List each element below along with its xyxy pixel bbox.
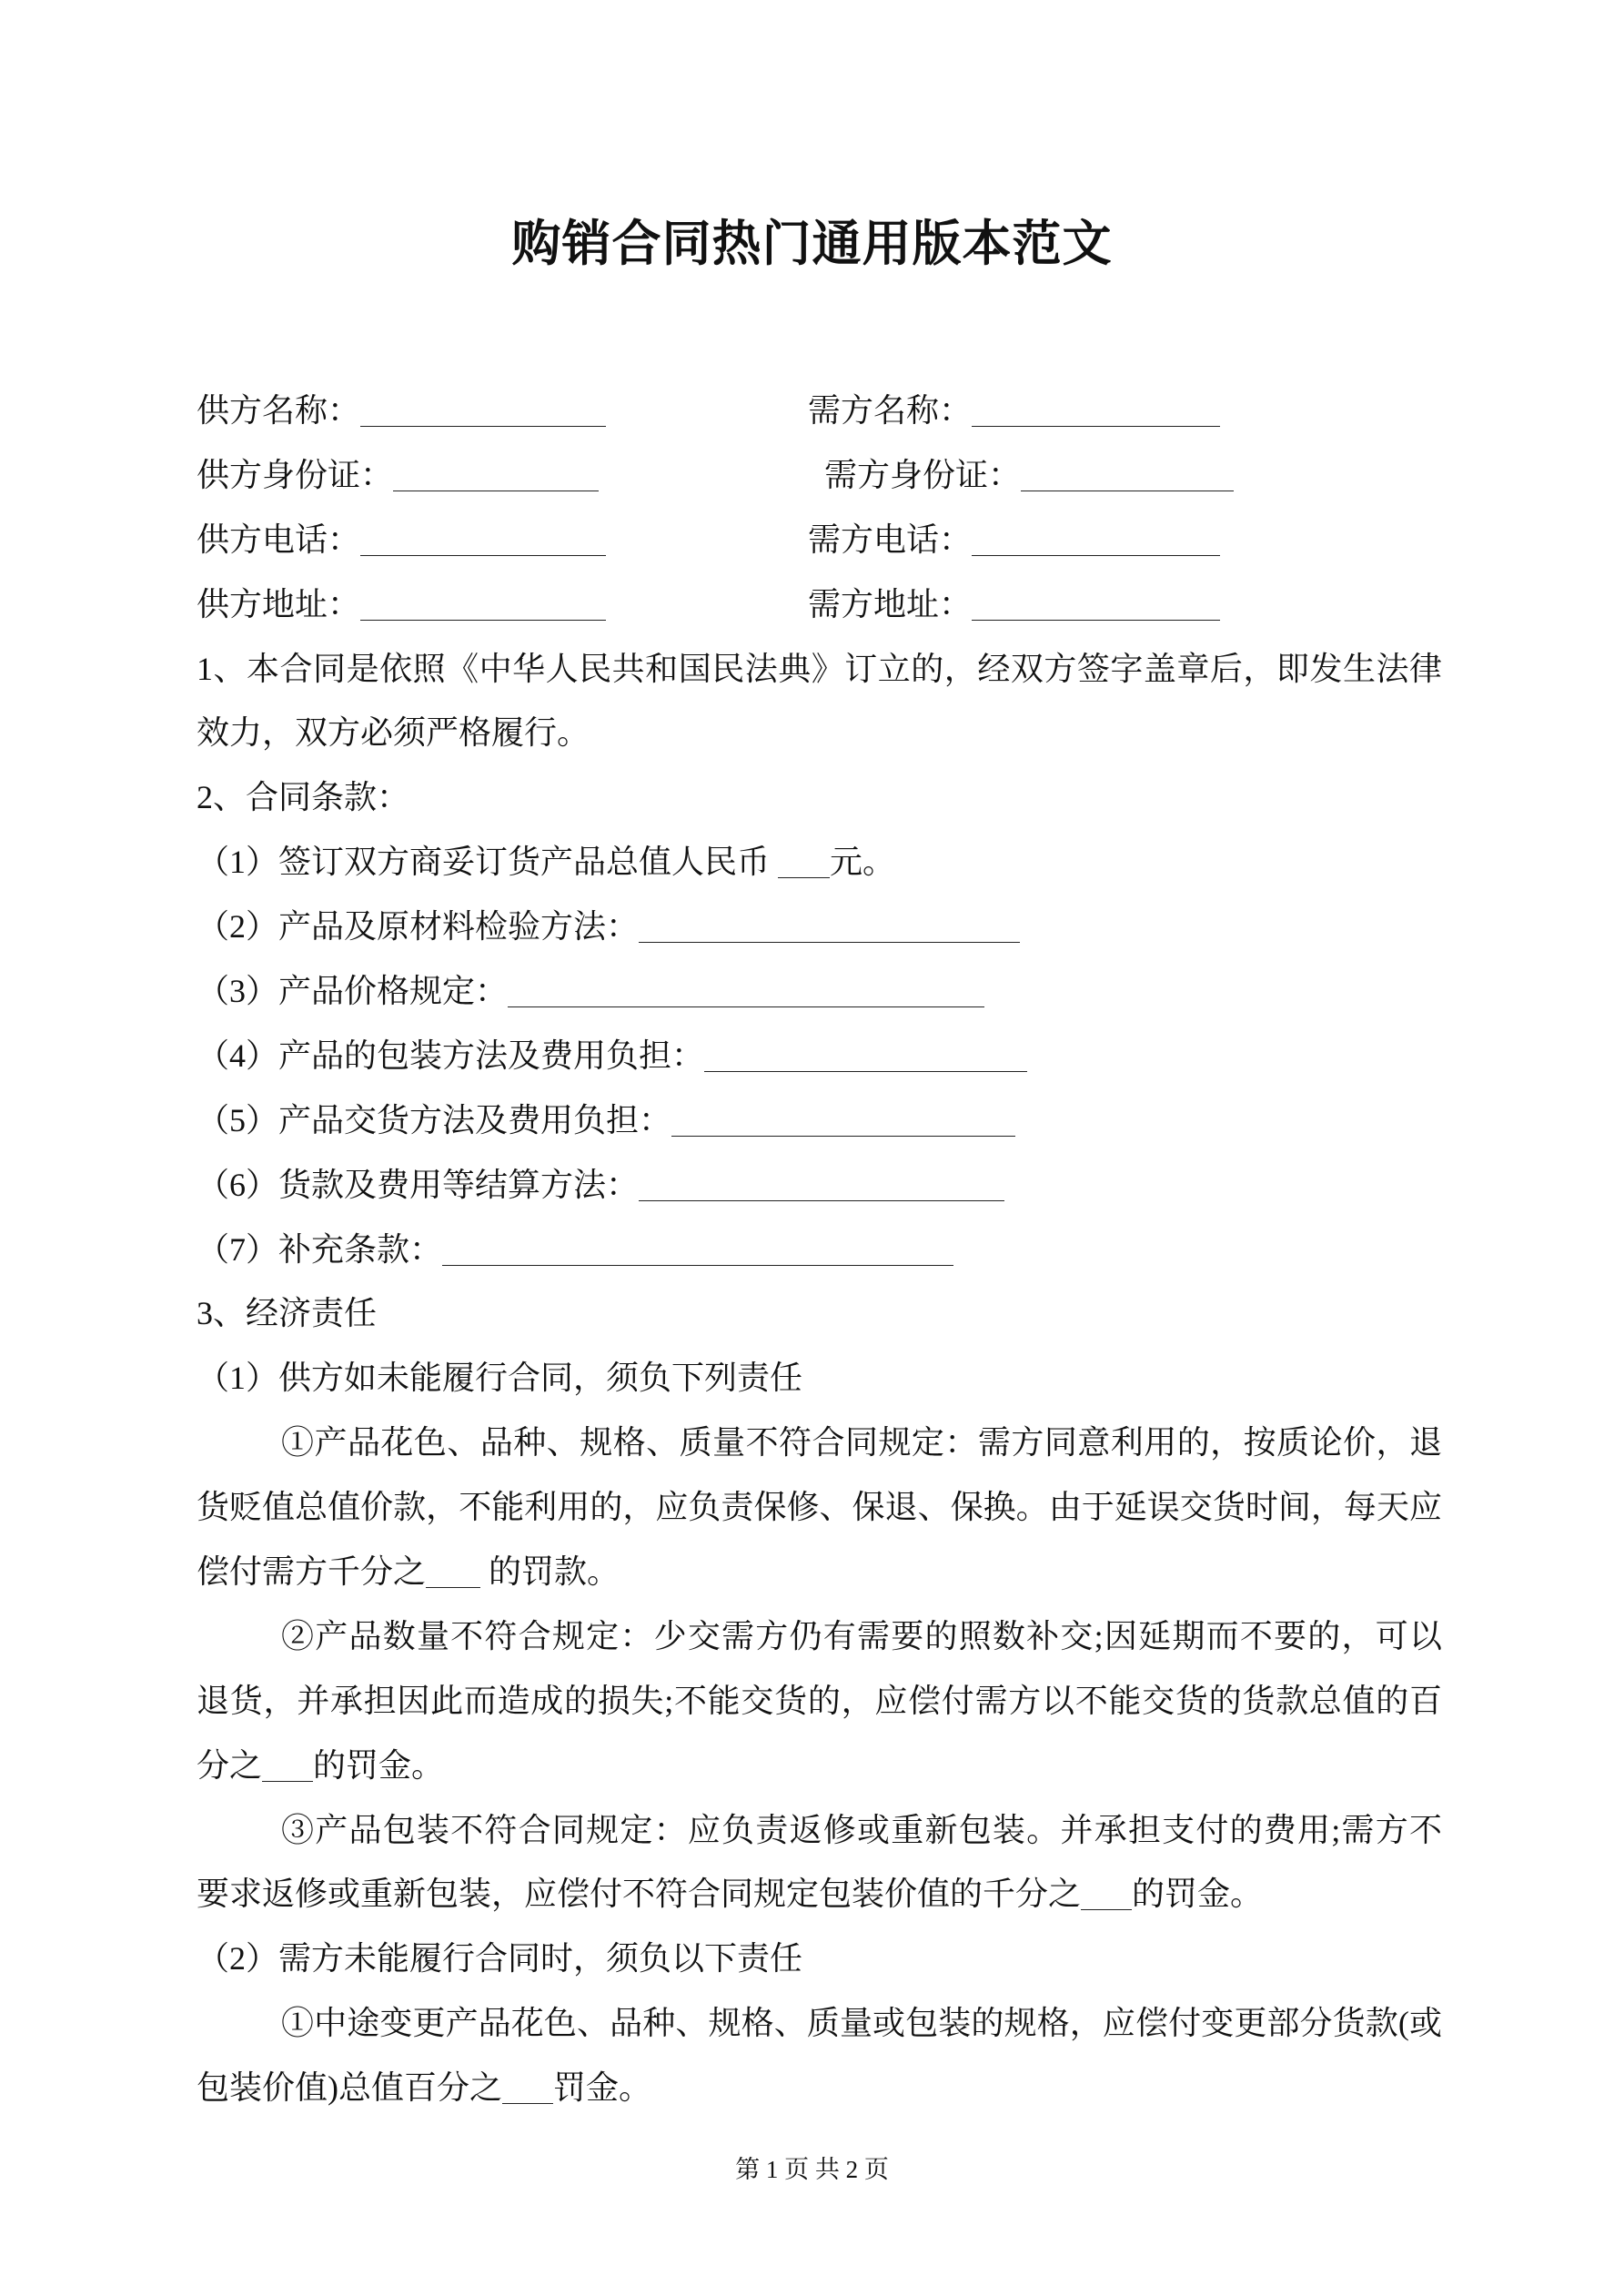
- item-text: （6）货款及费用等结算方法：: [197, 1166, 640, 1203]
- buyer-phone-field: [808, 508, 1220, 572]
- blank-line: [671, 1099, 1015, 1137]
- blank-line: [1021, 454, 1234, 491]
- supplier-id-field: [197, 443, 599, 508]
- clause-1-line: 1、本合同是依照《中华人民共和国民法典》订立的，经双方签字盖章后，即发生法律: [197, 650, 1442, 687]
- clause-2-item: [197, 959, 1442, 1024]
- line-text: 罚金。: [553, 2069, 652, 2107]
- liability-line: ③产品包装不符合同规定：应负责返修或重新包装。并承担支付的费用;需方不: [281, 1811, 1442, 1848]
- blank-line: [778, 841, 830, 878]
- line-text: 分之: [197, 1746, 263, 1784]
- blank-line: [639, 905, 1020, 943]
- liability-line: [197, 1540, 1442, 1604]
- blank-line: [442, 1229, 953, 1266]
- supplier-liability-heading: （1）供方如未能履行合同，须负下列责任: [197, 1360, 803, 1397]
- party-row-address: [197, 572, 1442, 637]
- label: 供方地址：: [197, 585, 361, 622]
- page-number: 第 1 页 共 2 页: [735, 2156, 889, 2183]
- blank-line: [360, 583, 606, 621]
- supplier-phone-field: [197, 508, 606, 572]
- blank-line: [360, 389, 606, 427]
- clause-2-item: [197, 1153, 1442, 1218]
- blank-line: [360, 519, 606, 556]
- clause-2-item: [197, 1024, 1442, 1088]
- liability-line: [197, 1862, 1442, 1927]
- liability-line: ①产品花色、品种、规格、质量不符合同规定：需方同意利用的，按质论价，退: [281, 1424, 1442, 1462]
- buyer-id-field: [824, 443, 1234, 508]
- blank-line: [704, 1035, 1027, 1072]
- label: 需方名称：: [808, 392, 973, 429]
- buyer-address-field: [808, 572, 1220, 637]
- line-text: 包装价值)总值百分之: [197, 2069, 502, 2107]
- item-text: （7）补充条款：: [197, 1230, 443, 1268]
- label: 供方身份证：: [197, 456, 394, 493]
- supplier-name-field: [197, 379, 606, 443]
- item-text: （3）产品价格规定：: [197, 973, 509, 1010]
- label: 供方电话：: [197, 521, 361, 558]
- blank-line: [426, 1551, 480, 1588]
- clause-2-item: [197, 895, 1442, 959]
- line-text: 的罚金。: [313, 1746, 445, 1784]
- label: 供方名称：: [197, 392, 361, 429]
- label: 需方地址：: [808, 585, 973, 622]
- blank-line: [972, 583, 1220, 621]
- blank-line: [508, 970, 984, 1007]
- buyer-name-field: [808, 379, 1220, 443]
- blank-line: [972, 519, 1220, 556]
- document-title: 购销合同热门通用版本范文: [511, 217, 1113, 271]
- party-row-phone: [197, 508, 1442, 572]
- line-text: 的罚金。: [1132, 1876, 1264, 1913]
- buyer-liability-heading: （2）需方未能履行合同时，须负以下责任: [197, 1940, 803, 1977]
- blank-line: [262, 1745, 313, 1782]
- clause-2-item: [197, 830, 1442, 895]
- clause-2-item: [197, 1218, 1442, 1282]
- liability-line: 退货，并承担因此而造成的损失;不能交货的，应偿付需方以不能交货的货款总值的百: [197, 1682, 1442, 1719]
- party-row-id: [197, 443, 1442, 508]
- liability-line: [197, 2056, 1442, 2120]
- item-text: （2）产品及原材料检验方法：: [197, 908, 640, 946]
- item-text: 元。: [830, 844, 896, 881]
- clause-2-item: [197, 1088, 1442, 1153]
- blank-line: [1081, 1873, 1132, 1910]
- line-text: 偿付需方千分之: [197, 1553, 427, 1591]
- item-text: （1）签订双方商妥订货产品总值人民币: [197, 844, 779, 881]
- label: 需方身份证：: [824, 456, 1022, 493]
- clause-1-line: 效力，双方必须严格履行。: [197, 714, 590, 752]
- blank-line: [502, 2067, 553, 2104]
- item-text: （4）产品的包装方法及费用负担：: [197, 1037, 705, 1074]
- liability-line: [197, 1734, 1442, 1798]
- clause-2-heading: 2、合同条款：: [197, 779, 410, 816]
- blank-line: [639, 1164, 1004, 1201]
- blank-line: [393, 454, 599, 491]
- clause-3-heading: 3、经济责任: [197, 1295, 378, 1332]
- item-text: （5）产品交货方法及费用负担：: [197, 1101, 672, 1138]
- party-row-name: [197, 379, 1442, 443]
- liability-line: 货贬值总值价款，不能利用的，应负责保修、保退、保换。由于延误交货时间，每天应: [197, 1489, 1442, 1526]
- liability-line: ②产品数量不符合规定：少交需方仍有需要的照数补交;因延期而不要的，可以: [281, 1617, 1442, 1654]
- liability-line: ①中途变更产品花色、品种、规格、质量或包装的规格，应偿付变更部分货款(或: [281, 2005, 1442, 2042]
- contract-body: [197, 379, 1442, 2120]
- blank-line: [972, 389, 1220, 427]
- line-text: 的罚款。: [480, 1553, 620, 1591]
- line-text: 要求返修或重新包装，应偿付不符合同规定包装价值的千分之: [197, 1876, 1082, 1913]
- supplier-address-field: [197, 572, 606, 637]
- label: 需方电话：: [808, 521, 973, 558]
